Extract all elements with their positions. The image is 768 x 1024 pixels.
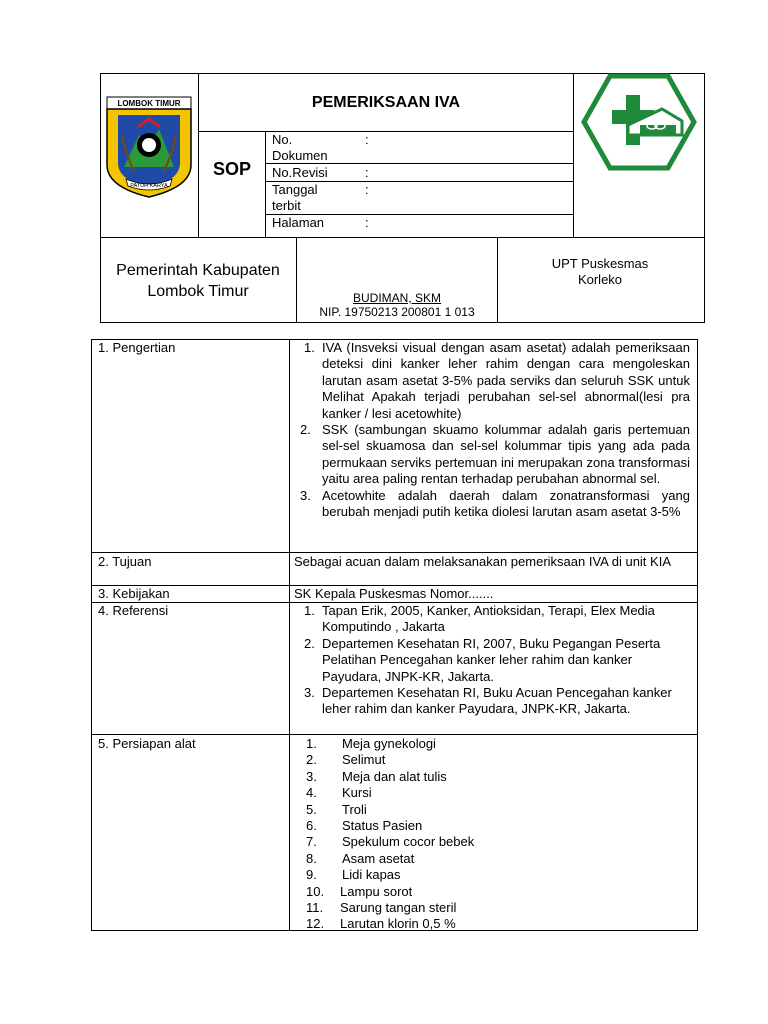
list-item [306, 802, 686, 818]
list-item-text: Sarung tangan steril [340, 900, 457, 916]
list-item-number: 12. [306, 916, 325, 932]
pengertian-item [300, 422, 690, 488]
referensi-item-number: 1. [304, 603, 315, 618]
pengertian-item [304, 340, 690, 422]
sop-label: SOP [212, 159, 251, 179]
list-item [306, 752, 686, 768]
list-item-number: 9. [306, 867, 317, 883]
row-label-persiapan-alat: 5. Persiapan alat [98, 736, 196, 751]
list-item [306, 851, 686, 867]
field-halaman-colon: : [365, 215, 369, 230]
field-no-revisi-colon: : [365, 165, 369, 180]
list-item-text: Spekulum cocor bebek [342, 834, 475, 850]
signatory-name: BUDIMAN, SKM [352, 291, 441, 305]
list-item-number: 5. [306, 801, 317, 817]
list-item [306, 785, 686, 801]
pengertian-item-number: 3. [300, 487, 311, 503]
referensi-item [304, 685, 692, 718]
puskesmas-logo [580, 73, 698, 171]
pengertian-item-text: IVA (Insveksi visual dengan asam asetat) adalah pemeriksaan deteksi dini kanker leher rahim dengan cara mengoleskan larutan asam asetat 3-5% pada serviks dan seluruh SSK untuk Melihat Apakah terjadi perubahan sel-sel abnormal(lesi pra kanker / lesi acetowhite) [322, 340, 690, 421]
list-item [306, 818, 686, 834]
referensi-list [304, 603, 692, 718]
list-item [306, 834, 686, 850]
row-label-kebijakan: 3. Kebijakan [98, 586, 170, 601]
signatory-nip: NIP. 19750213 200801 1 013 [319, 305, 475, 319]
field-halaman-label: Halaman [272, 215, 325, 230]
row-label-pengertian: 1. Pengertian [98, 340, 176, 355]
institution-name: UPT Puskesmas Korleko [551, 256, 649, 287]
field-no-revisi-label: No.Revisi [272, 165, 328, 180]
pengertian-item-number: 2. [300, 422, 311, 438]
pengertian-item-text: Acetowhite adalah daerah dalam zonatransformasi yang berubah menjadi putih ketika diolesi larutan asam asetat 3-5% [322, 487, 690, 520]
regency-logo-motto: PATUH KARYA [130, 183, 168, 189]
list-item-number: 3. [306, 768, 317, 784]
list-item-text: Larutan klorin 0,5 % [340, 916, 456, 932]
referensi-item [304, 603, 692, 636]
list-item [306, 736, 686, 752]
list-item-text: Asam asetat [342, 850, 415, 866]
list-item-text: Kursi [342, 785, 372, 801]
field-no-dokumen-label: No. Dokumen [272, 132, 328, 163]
list-item [306, 900, 686, 916]
field-tanggal-label: Tanggal terbit [272, 182, 318, 213]
pengertian-item [300, 488, 690, 521]
list-item-number: 8. [306, 850, 317, 866]
referensi-item-text: Departemen Kesehatan RI, Buku Acuan Pencegahan kanker leher rahim dan kanker Payudara, JNPK-KR, Jakarta. [322, 685, 672, 717]
referensi-item-text: Departemen Kesehatan RI, 2007, Buku Pegangan Peserta Pelatihan Pencegahan kanker leher rahim dan kanker Payudara, JNPK-KR, Jakarta. [322, 635, 661, 684]
referensi-item-number: 2. [304, 635, 315, 651]
list-item [306, 867, 686, 883]
row-label-tujuan: 2. Tujuan [98, 554, 152, 569]
list-item-text: Lampu sorot [340, 883, 413, 899]
field-tanggal-colon: : [365, 182, 369, 197]
list-item [306, 884, 686, 900]
persiapan-alat-list [306, 736, 686, 933]
list-item-number: 7. [306, 834, 317, 850]
list-item-text: Meja dan alat tulis [342, 768, 447, 784]
tujuan-text: Sebagai acuan dalam melaksanakan pemeriksaan IVA di unit KIA [294, 554, 671, 569]
referensi-item-number: 3. [304, 685, 315, 701]
pengertian-item-number: 1. [304, 340, 315, 355]
regency-logo-text: LOMBOK TIMUR [117, 99, 181, 108]
list-item-number: 6. [306, 818, 317, 834]
pengertian-item-text: SSK (sambungan skuamo kolummar adalah garis pertemuan sel-sel skuamosa dan sel-sel kolummar tipis yang ada pada permukaan serviks pertemuan ini merupakan zona transformasi yaitu area paling rentan terhadap perubahan abnormal sel. [322, 422, 690, 487]
referensi-item [304, 636, 692, 685]
government-name: Pemerintah Kabupaten Lombok Timur [116, 262, 280, 300]
list-item-number: 2. [306, 752, 317, 768]
list-item-number: 1. [306, 736, 317, 751]
list-item-text: Lidi kapas [342, 867, 401, 883]
list-item-text: Meja gynekologi [342, 736, 436, 751]
regency-logo [104, 95, 194, 199]
list-item-text: Troli [342, 801, 367, 817]
list-item [306, 769, 686, 785]
kebijakan-text: SK Kepala Puskesmas Nomor....... [294, 586, 494, 601]
list-item [306, 916, 686, 932]
referensi-item-text: Tapan Erik, 2005, Kanker, Antioksidan, Terapi, Elex Media Komputindo , Jakarta [322, 603, 655, 635]
list-item-number: 11. [306, 900, 324, 916]
field-no-dokumen-colon: : [365, 132, 369, 147]
pengertian-list [300, 340, 690, 520]
list-item-text: Status Pasien [342, 818, 423, 834]
list-item-number: 10. [306, 883, 325, 899]
list-item-text: Selimut [342, 752, 386, 768]
list-item-number: 4. [306, 785, 317, 801]
row-label-referensi: 4. Referensi [98, 603, 169, 618]
document-title: PEMERIKSAAN IVA [311, 94, 461, 111]
